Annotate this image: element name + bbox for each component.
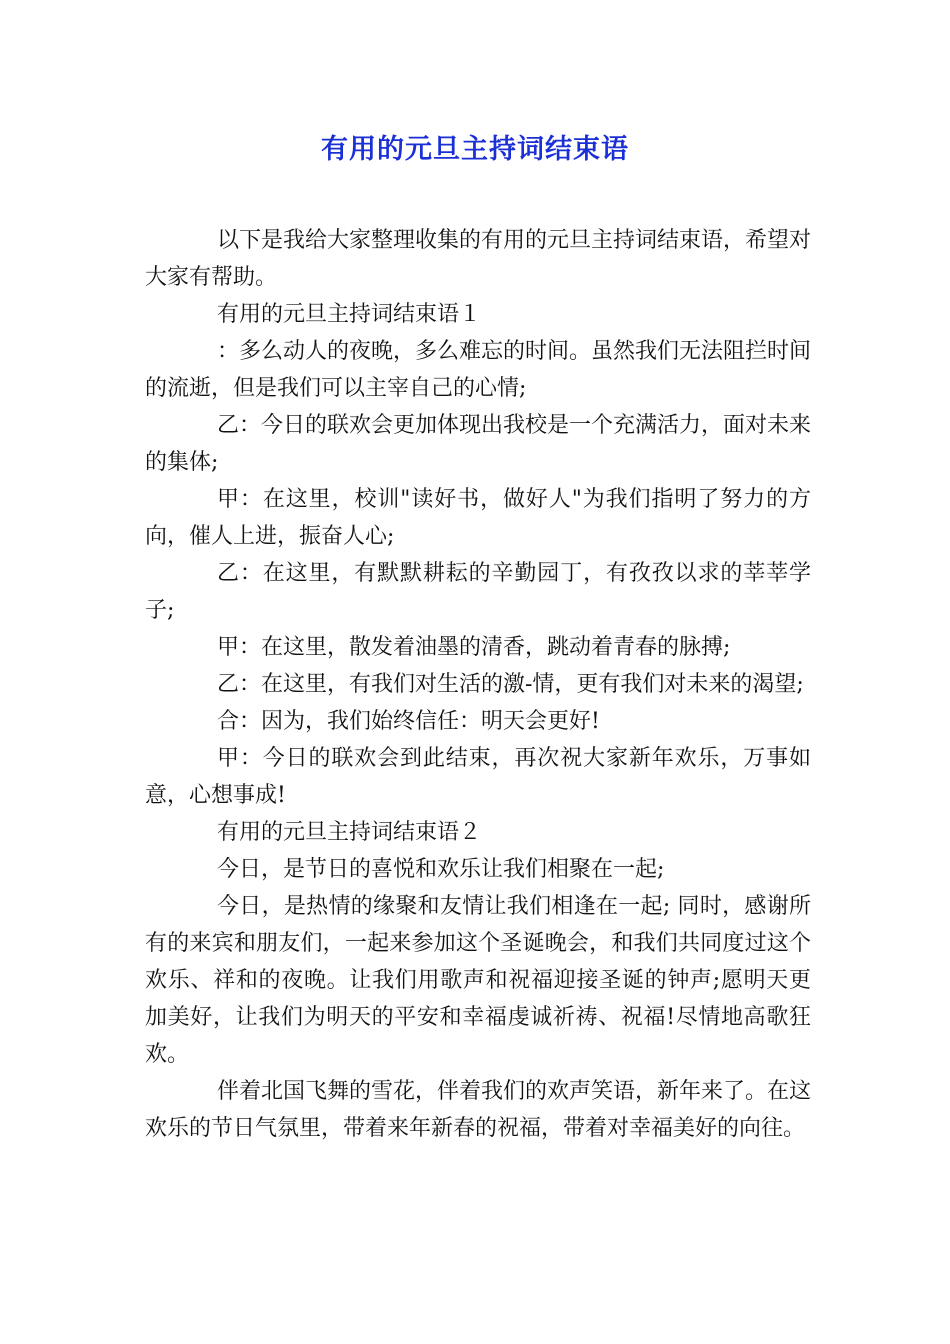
paragraph: 以下是我给大家整理收集的有用的元旦主持词结束语，希望对大家有帮助。 [145, 228, 812, 290]
paragraph: 甲：在这里，校训"读好书，做好人"为我们指明了努力的方向，催人上进，振奋人心; [145, 487, 811, 549]
paragraph: 乙：今日的联欢会更加体现出我校是一个充满活力，面对未来的集体; [145, 413, 812, 475]
paragraph: ：多么动人的夜晚，多么难忘的时间。虽然我们无法阻拦时间的流逝，但是我们可以主宰自己的心情; [145, 339, 812, 401]
document-title: 有用的元旦主持词结束语 [321, 134, 629, 165]
paragraph: 乙：在这里，有我们对生活的激-情，更有我们对未来的渴望; [217, 672, 804, 697]
paragraph: 今日，是热情的缘聚和友情让我们相逢在一起; 同时，感谢所有的来宾和朋友们，一起来参加这个圣诞晚会，和我们共同度过这个欢乐、祥和的夜晚。让我们用歌声和祝福迎接圣诞的钟声;愿明天更加美好，让我们为明天的平安和幸福虔诚祈祷、祝福!尽情地高歌狂欢。 [145, 894, 811, 1067]
paragraph: 合：因为，我们始终信任：明天会更好! [217, 709, 600, 734]
paragraph: 有用的元旦主持词结束语１ [217, 302, 482, 327]
paragraph: 今日，是节日的喜悦和欢乐让我们相聚在一起; [217, 857, 665, 882]
paragraph: 伴着北国飞舞的雪花，伴着我们的欢声笑语，新年来了。在这欢乐的节日气氛里，带着来年新春的祝福，带着对幸福美好的向往。 [145, 1079, 812, 1141]
paragraph: 甲：今日的联欢会到此结束，再次祝大家新年欢乐，万事如意，心想事成! [145, 746, 811, 808]
document-body [145, 222, 811, 1147]
paragraph: 甲：在这里，散发着油墨的清香，跳动着青春的脉搏; [217, 635, 731, 660]
paragraph: 乙：在这里，有默默耕耘的辛勤园丁，有孜孜以求的莘莘学子; [145, 561, 811, 623]
paragraph: 有用的元旦主持词结束语２ [217, 820, 482, 845]
